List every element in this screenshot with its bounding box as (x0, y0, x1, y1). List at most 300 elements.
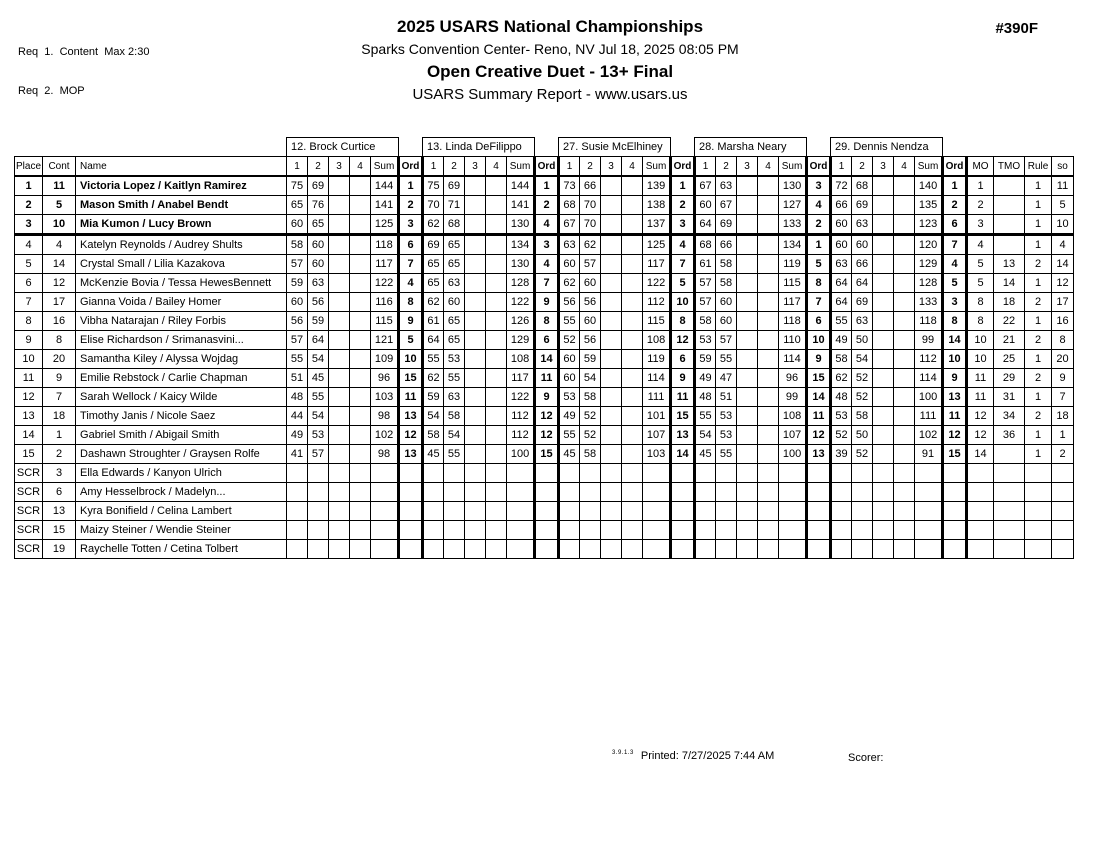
cell-score: 71 (444, 196, 465, 215)
cell-so: 16 (1052, 312, 1074, 331)
cell-score (873, 255, 894, 274)
cell-score (350, 483, 371, 502)
cell-name: Mason Smith / Anabel Bendt (76, 196, 287, 215)
cell-score (308, 502, 329, 521)
cell-sum (507, 502, 535, 521)
cell-tmo (994, 445, 1025, 464)
cell-rule: 1 (1025, 426, 1052, 445)
cell-score (423, 483, 444, 502)
cell-score (486, 196, 507, 215)
cell-ord (807, 540, 831, 559)
cell-score (873, 407, 894, 426)
cell-score (894, 388, 915, 407)
cell-so: 20 (1052, 350, 1074, 369)
cell-score (601, 521, 622, 540)
cell-score: 55 (559, 426, 580, 445)
cell-score (852, 483, 873, 502)
cell-rule: 2 (1025, 407, 1052, 426)
cell-score: 58 (852, 407, 873, 426)
col-header-2: 2 (580, 157, 601, 177)
col-header-place: Place (15, 157, 43, 177)
cell-score (580, 464, 601, 483)
cell-score (308, 464, 329, 483)
cell-score (873, 502, 894, 521)
cell-score (580, 521, 601, 540)
cell-mo: 8 (967, 312, 994, 331)
cell-score (444, 521, 465, 540)
cell-score: 53 (559, 388, 580, 407)
cell-sum: 128 (915, 274, 943, 293)
cell-score: 45 (423, 445, 444, 464)
cell-score: 58 (831, 350, 852, 369)
cell-score (350, 445, 371, 464)
cell-score (486, 407, 507, 426)
cell-ord: 6 (535, 331, 559, 350)
cell-score: 58 (580, 445, 601, 464)
cell-score: 54 (580, 369, 601, 388)
cell-sum (915, 521, 943, 540)
table-row (15, 483, 1074, 502)
version-note: 3.9.1.3 (612, 750, 634, 756)
cell-sum: 101 (643, 407, 671, 426)
cell-sum: 114 (643, 369, 671, 388)
cell-score (486, 331, 507, 350)
cell-score (486, 521, 507, 540)
cell-cont: 20 (43, 350, 76, 369)
cell-score (601, 274, 622, 293)
cell-score (308, 540, 329, 559)
report-header (0, 16, 1100, 106)
cell-score: 59 (423, 388, 444, 407)
cell-score (758, 464, 779, 483)
cell-score (287, 483, 308, 502)
cell-ord: 10 (943, 350, 967, 369)
cell-score (486, 176, 507, 196)
cell-score (873, 445, 894, 464)
cell-score (873, 350, 894, 369)
cell-score: 41 (287, 445, 308, 464)
cell-place: 13 (15, 407, 43, 426)
cell-ord: 6 (943, 215, 967, 235)
cell-score: 60 (287, 215, 308, 235)
cell-score: 60 (308, 235, 329, 255)
cell-ord: 5 (671, 274, 695, 293)
cell-ord: 6 (807, 312, 831, 331)
cell-cont: 14 (43, 255, 76, 274)
cell-score (329, 312, 350, 331)
cell-ord: 1 (535, 176, 559, 196)
cell-score (873, 388, 894, 407)
cell-score (350, 331, 371, 350)
cell-sum (507, 540, 535, 559)
cell-ord (943, 502, 967, 521)
cell-place: SCR (15, 464, 43, 483)
cell-mo (967, 502, 994, 521)
cell-sum: 118 (779, 312, 807, 331)
cell-score (695, 483, 716, 502)
cell-sum: 110 (779, 331, 807, 350)
cell-sum (915, 540, 943, 559)
cell-score (894, 445, 915, 464)
cell-score (601, 388, 622, 407)
cell-score (486, 350, 507, 369)
cell-score (444, 540, 465, 559)
cell-ord: 4 (943, 255, 967, 274)
cell-score: 51 (716, 388, 737, 407)
cell-score (465, 388, 486, 407)
cell-score: 68 (444, 215, 465, 235)
cell-score (737, 350, 758, 369)
cell-ord (807, 483, 831, 502)
cell-ord: 12 (807, 426, 831, 445)
table-row (15, 312, 1074, 331)
cell-score (622, 369, 643, 388)
cell-score (737, 274, 758, 293)
cell-cont: 9 (43, 369, 76, 388)
cell-score: 72 (831, 176, 852, 196)
cell-score: 55 (444, 369, 465, 388)
cell-score (423, 464, 444, 483)
cell-score (329, 502, 350, 521)
cell-ord: 8 (807, 274, 831, 293)
cell-so: 7 (1052, 388, 1074, 407)
cell-score: 44 (287, 407, 308, 426)
cell-tmo: 14 (994, 274, 1025, 293)
cell-place: 1 (15, 176, 43, 196)
cell-ord: 8 (943, 312, 967, 331)
cell-ord: 7 (671, 255, 695, 274)
cell-so: 8 (1052, 331, 1074, 350)
cell-score: 49 (287, 426, 308, 445)
cell-mo (967, 483, 994, 502)
cell-score: 56 (287, 312, 308, 331)
cell-name: Mia Kumon / Lucy Brown (76, 215, 287, 235)
table-row (15, 176, 1074, 196)
cell-score (287, 521, 308, 540)
cell-score (873, 540, 894, 559)
cell-score (601, 426, 622, 445)
col-header-2: 2 (852, 157, 873, 177)
cell-score (329, 255, 350, 274)
cell-place: 9 (15, 331, 43, 350)
cell-so: 9 (1052, 369, 1074, 388)
col-header-4: 4 (622, 157, 643, 177)
cell-score (894, 407, 915, 426)
cell-score (486, 312, 507, 331)
cell-score (873, 464, 894, 483)
cell-ord: 15 (671, 407, 695, 426)
cell-mo (967, 464, 994, 483)
cell-name: Dashawn Stroughter / Graysen Rolfe (76, 445, 287, 464)
cell-sum: 128 (507, 274, 535, 293)
cell-score (737, 255, 758, 274)
cell-sum: 103 (371, 388, 399, 407)
cell-sum (779, 502, 807, 521)
cell-score: 45 (695, 445, 716, 464)
cell-score (622, 293, 643, 312)
cell-name: Kyra Bonifield / Celina Lambert (76, 502, 287, 521)
cell-score (580, 540, 601, 559)
table-row (15, 331, 1074, 350)
cell-sum (779, 521, 807, 540)
cell-ord: 8 (399, 293, 423, 312)
cell-score (716, 502, 737, 521)
cell-score (758, 350, 779, 369)
col-header-1: 1 (423, 157, 444, 177)
cell-score (308, 521, 329, 540)
cell-name: Gianna Voida / Bailey Homer (76, 293, 287, 312)
cell-score: 60 (695, 196, 716, 215)
cell-score: 39 (831, 445, 852, 464)
cell-sum: 114 (915, 369, 943, 388)
col-header-4: 4 (486, 157, 507, 177)
cell-rule (1025, 521, 1052, 540)
cell-score: 53 (444, 350, 465, 369)
cell-score: 64 (831, 293, 852, 312)
cell-score: 64 (831, 274, 852, 293)
cell-so: 11 (1052, 176, 1074, 196)
cell-score: 55 (287, 350, 308, 369)
cell-mo: 5 (967, 274, 994, 293)
cell-score: 54 (852, 350, 873, 369)
cell-score (894, 426, 915, 445)
cell-score: 50 (852, 426, 873, 445)
cell-score: 63 (716, 176, 737, 196)
col-header-sum: Sum (915, 157, 943, 177)
cell-score (329, 293, 350, 312)
cell-rule: 2 (1025, 331, 1052, 350)
cell-score: 67 (559, 215, 580, 235)
cell-score: 65 (423, 274, 444, 293)
cell-ord (399, 483, 423, 502)
cell-sum: 130 (779, 176, 807, 196)
cell-tmo: 31 (994, 388, 1025, 407)
cell-name: McKenzie Bovia / Tessa HewesBennett (76, 274, 287, 293)
col-header-2: 2 (308, 157, 329, 177)
cell-score (559, 483, 580, 502)
cell-ord: 9 (535, 293, 559, 312)
col-header-2: 2 (716, 157, 737, 177)
cell-score (350, 540, 371, 559)
col-header-3: 3 (329, 157, 350, 177)
cell-score (622, 235, 643, 255)
cell-sum: 99 (915, 331, 943, 350)
judge-name: 12. Brock Curtice (287, 138, 399, 157)
cell-score (601, 176, 622, 196)
cell-ord (807, 521, 831, 540)
cell-sum: 108 (507, 350, 535, 369)
cell-score (622, 540, 643, 559)
cell-score (329, 176, 350, 196)
cell-sum: 100 (507, 445, 535, 464)
cell-sum (371, 502, 399, 521)
cell-score (486, 464, 507, 483)
cell-score: 52 (831, 426, 852, 445)
cell-score (894, 521, 915, 540)
cell-sum (643, 521, 671, 540)
cell-score (873, 426, 894, 445)
cell-rule: 2 (1025, 293, 1052, 312)
cell-score (350, 350, 371, 369)
cell-rule (1025, 502, 1052, 521)
table-row (15, 464, 1074, 483)
cell-score: 67 (716, 196, 737, 215)
cell-cont: 2 (43, 445, 76, 464)
cell-score (758, 235, 779, 255)
cell-sum: 130 (507, 215, 535, 235)
cell-score (622, 350, 643, 369)
cell-ord (399, 540, 423, 559)
cell-tmo: 36 (994, 426, 1025, 445)
cell-score (873, 293, 894, 312)
cell-score: 57 (287, 331, 308, 350)
cell-name: Sarah Wellock / Kaicy Wilde (76, 388, 287, 407)
cell-score: 65 (308, 215, 329, 235)
col-header-1: 1 (559, 157, 580, 177)
cell-score (758, 483, 779, 502)
cell-ord: 11 (671, 388, 695, 407)
cell-score (831, 502, 852, 521)
cell-sum: 111 (643, 388, 671, 407)
cell-tmo (994, 521, 1025, 540)
cell-score: 66 (852, 255, 873, 274)
cell-score: 48 (695, 388, 716, 407)
cell-ord: 1 (807, 235, 831, 255)
cell-score (350, 312, 371, 331)
cell-score (329, 215, 350, 235)
cell-score (601, 350, 622, 369)
cell-score: 45 (559, 445, 580, 464)
cell-score (350, 215, 371, 235)
cell-score (737, 388, 758, 407)
cell-ord: 12 (943, 426, 967, 445)
cell-score: 63 (852, 312, 873, 331)
cell-score: 69 (852, 196, 873, 215)
table-row (15, 350, 1074, 369)
cell-score (737, 464, 758, 483)
cell-ord: 11 (807, 407, 831, 426)
cell-score (695, 521, 716, 540)
col-header-3: 3 (465, 157, 486, 177)
cell-sum (371, 464, 399, 483)
cell-score (695, 502, 716, 521)
cell-score (758, 388, 779, 407)
cell-score (758, 540, 779, 559)
cell-score (758, 521, 779, 540)
cell-tmo: 22 (994, 312, 1025, 331)
cell-cont: 6 (43, 483, 76, 502)
cell-score (486, 293, 507, 312)
judge-name: 29. Dennis Nendza (831, 138, 943, 157)
cell-score: 73 (559, 176, 580, 196)
cell-score (559, 540, 580, 559)
cell-score (465, 464, 486, 483)
cell-score (350, 235, 371, 255)
header-spacer (943, 138, 967, 157)
cell-sum: 112 (507, 407, 535, 426)
cell-score (622, 483, 643, 502)
cell-sum: 122 (507, 293, 535, 312)
cell-ord: 2 (943, 196, 967, 215)
col-header-sum: Sum (779, 157, 807, 177)
cell-score: 60 (287, 293, 308, 312)
cell-ord: 7 (399, 255, 423, 274)
cell-score (716, 521, 737, 540)
cell-score: 56 (580, 331, 601, 350)
cell-score (622, 445, 643, 464)
cell-score: 61 (695, 255, 716, 274)
cell-ord (399, 464, 423, 483)
cell-name: Raychelle Totten / Cetina Tolbert (76, 540, 287, 559)
cell-score (758, 369, 779, 388)
cell-so: 12 (1052, 274, 1074, 293)
cell-score (894, 235, 915, 255)
cell-score (873, 274, 894, 293)
cell-cont: 15 (43, 521, 76, 540)
cell-ord (671, 521, 695, 540)
cell-ord: 7 (807, 293, 831, 312)
cell-score (873, 483, 894, 502)
cell-score (601, 483, 622, 502)
cell-score (894, 350, 915, 369)
cell-sum: 116 (371, 293, 399, 312)
cell-so: 2 (1052, 445, 1074, 464)
cell-score (486, 445, 507, 464)
cell-score: 55 (444, 445, 465, 464)
cell-score (695, 464, 716, 483)
cell-score: 55 (831, 312, 852, 331)
cell-ord: 4 (399, 274, 423, 293)
cell-ord (943, 483, 967, 502)
judge-name: 13. Linda DeFilippo (423, 138, 535, 157)
cell-score (329, 426, 350, 445)
cell-ord: 3 (943, 293, 967, 312)
header-spacer (15, 138, 287, 157)
cell-score (329, 483, 350, 502)
cell-name: Victoria Lopez / Kaitlyn Ramirez (76, 176, 287, 196)
cell-sum: 119 (643, 350, 671, 369)
cell-sum: 111 (915, 407, 943, 426)
cell-sum (371, 483, 399, 502)
cell-score (737, 407, 758, 426)
cell-score (350, 255, 371, 274)
cell-ord: 2 (671, 196, 695, 215)
cell-score: 75 (423, 176, 444, 196)
cell-cont: 3 (43, 464, 76, 483)
cell-ord (535, 502, 559, 521)
cell-ord (535, 483, 559, 502)
cell-score: 65 (444, 255, 465, 274)
cell-ord: 15 (535, 445, 559, 464)
col-header-1: 1 (695, 157, 716, 177)
cell-score (350, 293, 371, 312)
cell-score: 52 (852, 369, 873, 388)
cell-so (1052, 464, 1074, 483)
cell-sum (643, 483, 671, 502)
cell-tmo (994, 540, 1025, 559)
cell-place: SCR (15, 502, 43, 521)
cell-tmo (994, 235, 1025, 255)
cell-sum: 141 (371, 196, 399, 215)
cell-score: 58 (716, 255, 737, 274)
cell-sum: 144 (507, 176, 535, 196)
cell-sum: 133 (779, 215, 807, 235)
cell-ord: 12 (399, 426, 423, 445)
cell-score (287, 502, 308, 521)
cell-ord: 13 (807, 445, 831, 464)
cell-ord (943, 464, 967, 483)
cell-sum: 107 (779, 426, 807, 445)
